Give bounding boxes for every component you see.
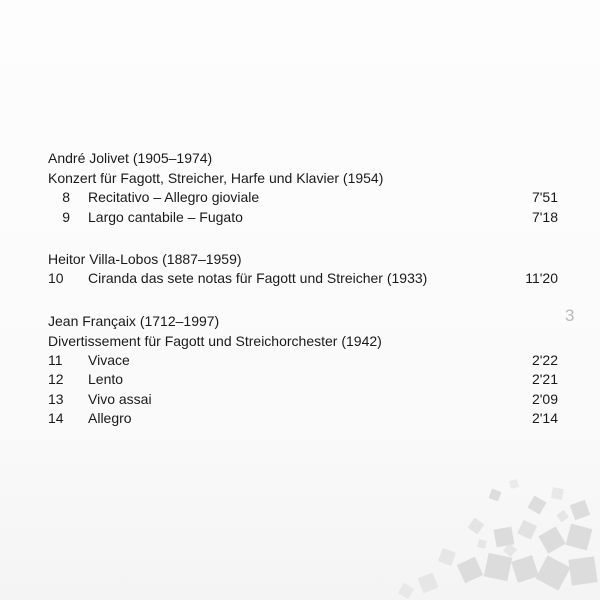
track-number: 11 [48, 351, 63, 368]
composer-name: André Jolivet (1905–1974) [48, 150, 213, 166]
track-row [48, 188, 558, 208]
composer-name: Heitor Villa-Lobos (1887–1959) [48, 251, 242, 267]
track-row [48, 390, 558, 410]
track-title: Vivo assai [88, 390, 152, 407]
track-duration: 2'09 [531, 390, 558, 407]
work-title: Divertissement für Fagott und Streichorchester (1942) [48, 332, 382, 349]
track-row [48, 409, 558, 429]
track-duration: 2'14 [531, 410, 558, 426]
track-title: Lento [88, 371, 124, 387]
track-number: 14 [48, 410, 64, 426]
decorative-tile-pattern [380, 450, 600, 600]
track-duration: 7'18 [531, 208, 558, 225]
track-row [48, 351, 558, 371]
track-duration: 7'51 [531, 189, 558, 205]
track-duration: 2'22 [531, 351, 558, 368]
track-number: 8 [62, 189, 70, 205]
track-duration: 2'21 [531, 371, 558, 387]
track-title: Largo cantabile – Fugato [88, 208, 243, 225]
page-number: 3 [565, 306, 575, 325]
work-title: Konzert für Fagott, Streicher, Harfe und Klavier (1954) [48, 170, 384, 186]
track-title: Vivace [88, 351, 130, 368]
track-row [48, 269, 558, 289]
section-francaix [48, 311, 558, 429]
track-title: Recitativo – Allegro gioviale [88, 189, 260, 205]
track-title: Allegro [88, 410, 132, 426]
section-jolivet [48, 148, 558, 227]
track-row [48, 370, 558, 390]
composer-name: Jean Françaix (1712–1997) [48, 312, 220, 329]
track-row [48, 208, 558, 228]
track-number: 12 [48, 371, 64, 387]
track-listing [48, 148, 558, 451]
track-number: 13 [48, 390, 64, 407]
track-title: Ciranda das sete notas für Fagott und Streicher (1933) [88, 270, 428, 286]
track-number: 10 [48, 270, 64, 286]
section-villa-lobos [48, 249, 558, 289]
track-duration: 11'20 [525, 270, 558, 286]
track-number: 9 [62, 208, 70, 225]
